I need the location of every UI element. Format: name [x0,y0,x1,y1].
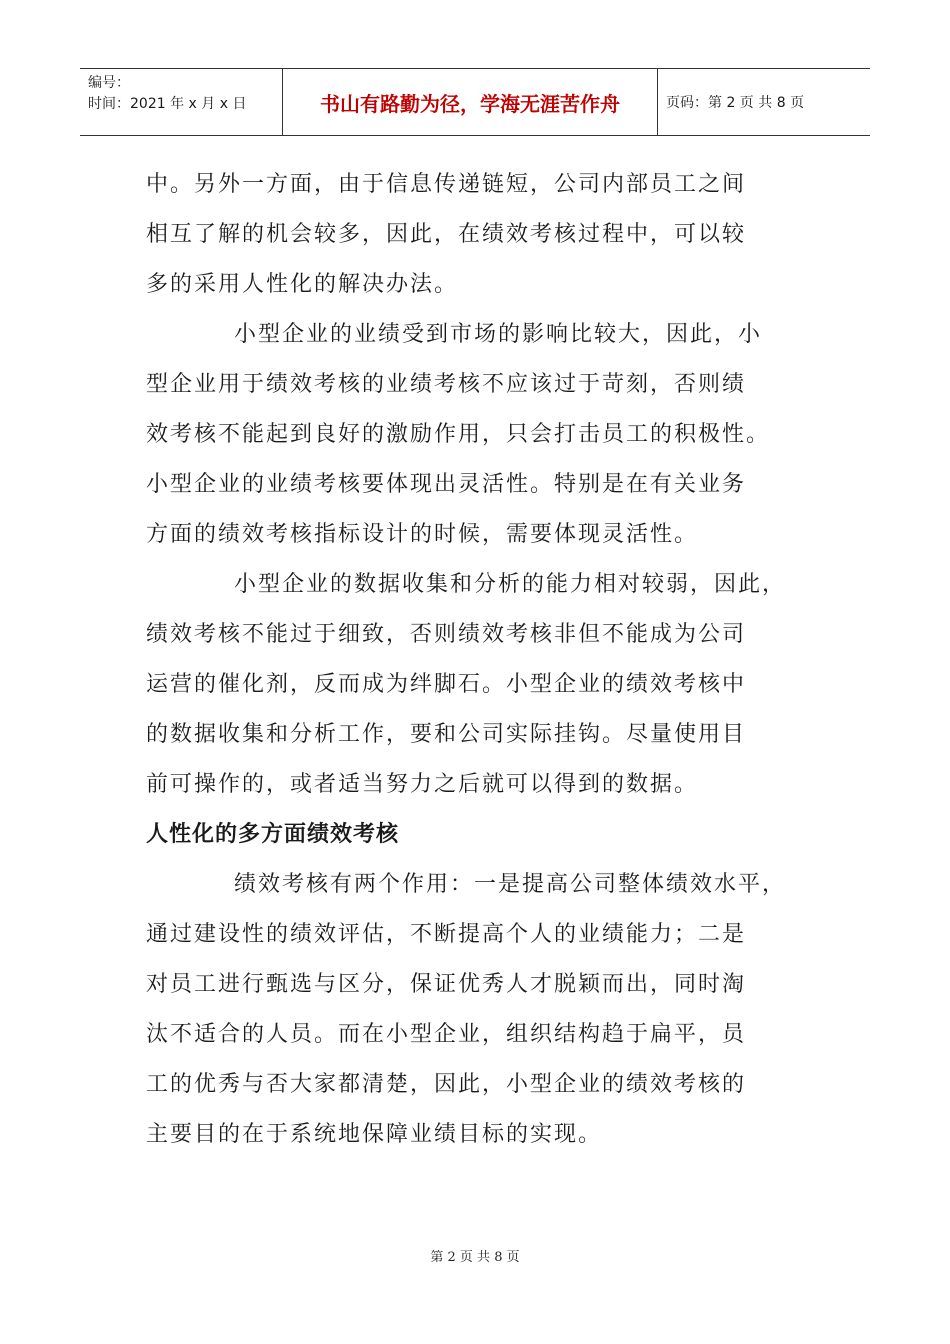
header-meta [80,69,282,135]
document-body [146,160,811,1160]
header-page-info: 页码：第 2 页 共 8 页 [666,95,805,111]
document-date: 时间：2021 年 x 月 x 日 [88,96,247,112]
body-line: 中。另外一方面，由于信息传递链短，公司内部员工之间 [146,172,747,197]
body-line: 工的优秀与否大家都清楚，因此，小型企业的绩效考核的 [146,1072,747,1097]
body-line: 型企业用于绩效考核的业绩考核不应该过于苛刻，否则绩 [146,372,747,397]
body-line: 汰不适合的人员。而在小型企业，组织结构趋于扁平，员 [146,1022,747,1047]
body-line: 相互了解的机会较多，因此，在绩效考核过程中，可以较 [146,222,747,247]
body-line: 通过建设性的绩效评估，不断提高个人的业绩能力；二是 [146,922,747,947]
paragraph-start: 绩效考核有两个作用：一是提高公司整体绩效水平， [234,872,787,897]
body-line: 方面的绩效考核指标设计的时候，需要体现灵活性。 [146,522,699,547]
page-footer: 第 2 页 共 8 页 [430,1250,520,1265]
body-line: 小型企业的业绩考核要体现出灵活性。特别是在有关业务 [146,472,747,497]
document-number-label: 编号： [88,75,130,91]
body-line: 运营的催化剂，反而成为绊脚石。小型企业的绩效考核中 [146,672,747,697]
body-line: 主要目的在于系统地保障业绩目标的实现。 [146,1122,603,1147]
body-line: 的数据收集和分析工作，要和公司实际挂钩。尽量使用目 [146,722,747,747]
page-header [80,68,870,136]
paragraph-start: 小型企业的业绩受到市场的影响比较大，因此，小 [234,322,763,347]
body-line: 效考核不能起到良好的激励作用，只会打击员工的积极性。 [146,422,771,447]
header-motto: 书山有路勤为径，学海无涯苦作舟 [282,69,658,135]
body-line: 对员工进行甄选与区分，保证优秀人才脱颖而出，同时淘 [146,972,747,997]
body-line: 绩效考核不能过于细致，否则绩效考核非但不能成为公司 [146,622,747,647]
body-line: 多的采用人性化的解决办法。 [146,272,459,297]
body-line: 前可操作的，或者适当努力之后就可以得到的数据。 [146,772,699,797]
section-heading: 人性化的多方面绩效考核 [146,822,400,847]
paragraph-start: 小型企业的数据收集和分析的能力相对较弱，因此， [234,572,787,597]
